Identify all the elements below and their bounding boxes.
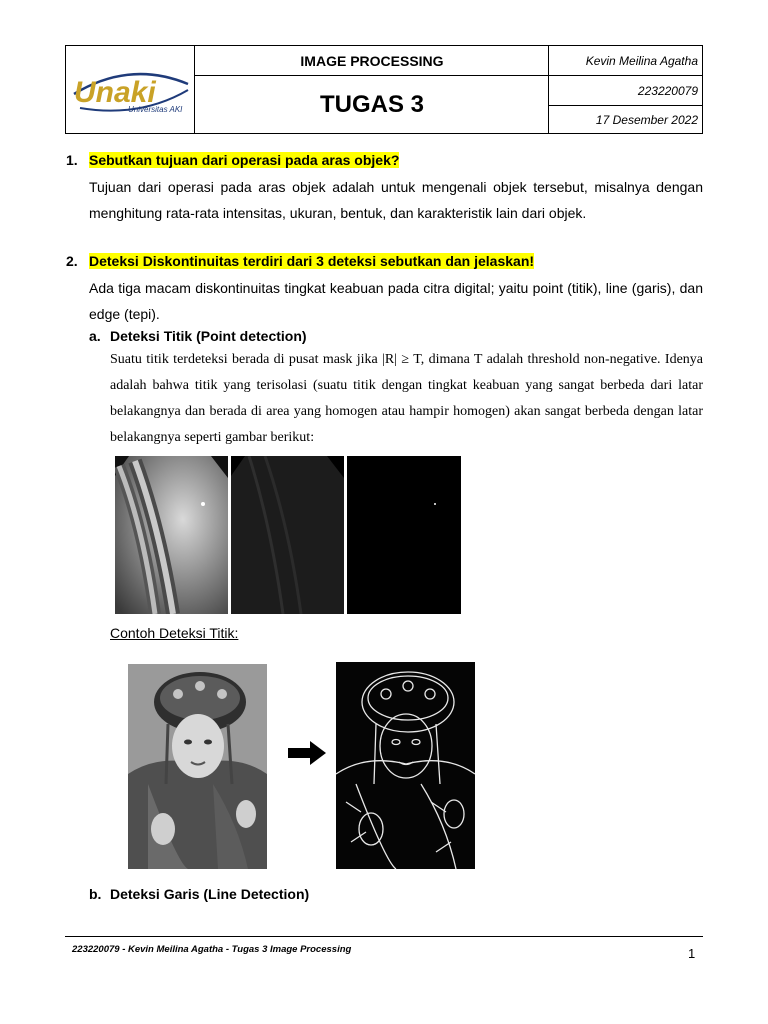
footer-text: 223220079 - Kevin Meilina Agatha - Tugas 3 Image Processing bbox=[72, 944, 352, 955]
arrow-right-icon bbox=[286, 740, 328, 766]
subsection-b-title: Deteksi Garis (Line Detection) bbox=[110, 886, 310, 902]
question-2-text: Deteksi Diskontinuitas terdiri dari 3 deteksi sebutkan dan jelaskan! bbox=[89, 253, 535, 269]
subsection-letter: b. bbox=[89, 886, 102, 902]
subsection-a-title: Deteksi Titik (Point detection) bbox=[110, 328, 307, 344]
logo-subtext: Universitas AKI bbox=[128, 105, 183, 114]
header-table bbox=[65, 45, 703, 134]
answer-1: Tujuan dari operasi pada aras objek adalah untuk mengenali objek tersebut, misalnya dengan menghitung rata-rata intensitas, ukuran, bentuk, dan karakteristik lain dari objek. bbox=[89, 179, 703, 221]
subject-title: IMAGE PROCESSING bbox=[300, 53, 444, 69]
page-number: 1 bbox=[688, 946, 696, 961]
header-divider bbox=[194, 46, 195, 133]
subsection-letter: a. bbox=[89, 328, 101, 344]
portrait-edge-detected-image bbox=[336, 662, 475, 869]
logo-wordmark: Unaki bbox=[74, 76, 156, 109]
question-number: 1. bbox=[66, 152, 78, 168]
question-1-text: Sebutkan tujuan dari operasi pada aras objek? bbox=[89, 152, 400, 168]
point-detection-threshold-image bbox=[347, 456, 461, 614]
question-1 bbox=[89, 152, 399, 168]
assignment-date: 17 Desember 2022 bbox=[595, 112, 698, 127]
assignment-title: TUGAS 3 bbox=[319, 91, 424, 118]
question-2 bbox=[89, 253, 534, 269]
footer-divider bbox=[65, 936, 703, 937]
answer-2-intro: Ada tiga macam diskontinuitas tingkat keabuan pada citra digital; yaitu point (titik), line (garis), dan edge (tepi). bbox=[89, 280, 703, 322]
subsection-a-text: Suatu titik terdeteksi berada di pusat mask jika |R| ≥ T, dimana T adalah threshold non-negative. Idenya adalah bahwa titik yang terisolasi (suatu titik dengan tingkat keabuan yang sangat berbeda dari latar belakangnya dan berada di area yang homogen atau hampir homogen) akan sangat berbeda dengan latar belakangnya seperti gambar berikut: bbox=[110, 352, 703, 445]
point-detection-original-image bbox=[115, 456, 228, 614]
header-divider bbox=[548, 46, 549, 133]
student-id: 223220079 bbox=[637, 83, 698, 98]
point-detection-filtered-image bbox=[231, 456, 344, 614]
university-logo bbox=[70, 64, 192, 116]
question-number: 2. bbox=[66, 253, 78, 269]
author-name: Kevin Meilina Agatha bbox=[585, 53, 698, 68]
portrait-original-image bbox=[128, 664, 267, 869]
figure-caption: Contoh Deteksi Titik: bbox=[110, 625, 239, 641]
